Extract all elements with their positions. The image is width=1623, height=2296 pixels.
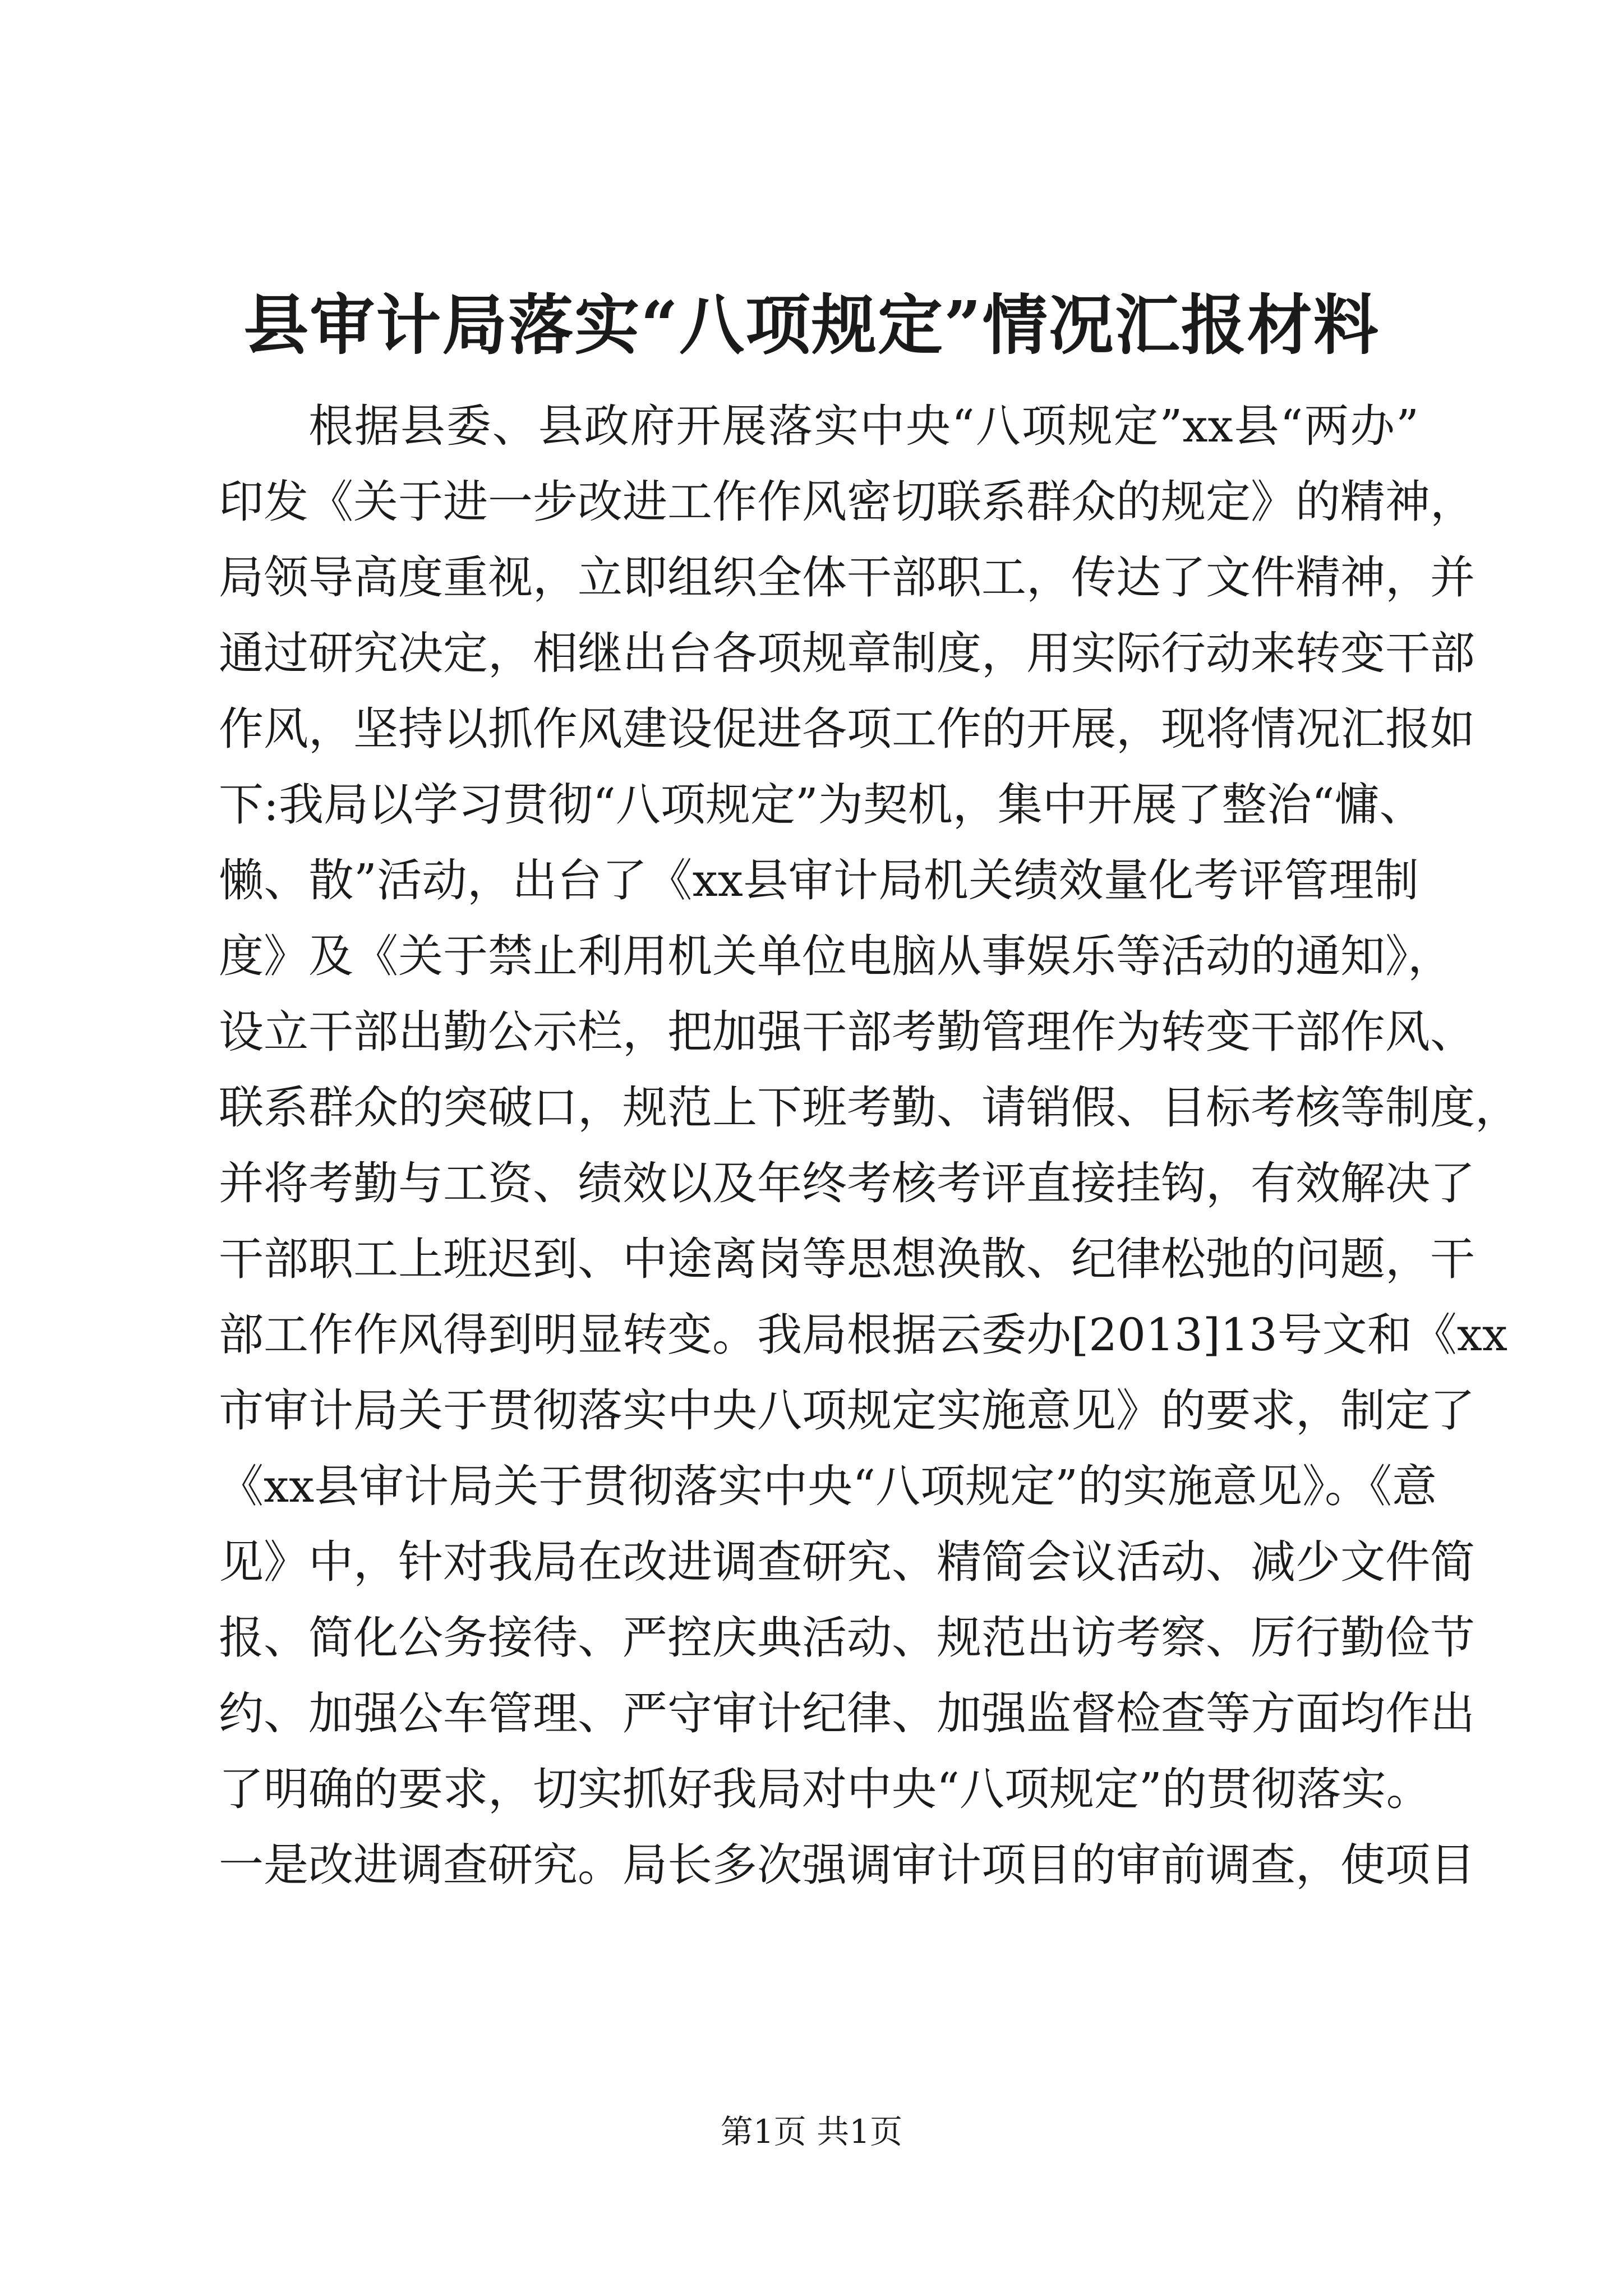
body-line: 下:我局以学习贯彻“八项规定”为契机，集中开展了整治“慵、: [219, 779, 1424, 831]
body-line: 局领导高度重视，立即组织全体干部职工，传达了文件精神，并: [219, 551, 1475, 604]
body-line: 见》中，针对我局在改进调查研究、精简会议活动、减少文件简: [219, 1536, 1475, 1588]
body-line: 懒、散”活动，出台了《xx县审计局机关绩效量化考评管理制: [219, 854, 1419, 907]
body-line: 设立干部出勤公示栏，把加强干部考勤管理作为转变干部作风、: [219, 1006, 1475, 1058]
body-line: 根据县委、县政府开展落实中央“八项规定”xx县“两办”: [308, 400, 1419, 452]
body-line: 并将考勤与工资、绩效以及年终考核考评直接挂钩，有效解决了: [219, 1157, 1475, 1209]
body-line: 度》及《关于禁止利用机关单位电脑从事娱乐等活动的通知》，: [219, 930, 1453, 982]
body-line: 一是改进调查研究。局长多次强调审计项目的审前调查，使项目: [219, 1839, 1475, 1891]
page-number: 第1页 共1页: [720, 2113, 903, 2151]
body-line: 部工作作风得到明显转变。我局根据云委办[2013]13号文和《xx: [219, 1309, 1508, 1361]
body-line: 通过研究决定，相继出台各项规章制度，用实际行动来转变干部: [219, 627, 1475, 679]
body-line: 印发《关于进一步改进工作作风密切联系群众的规定》的精神，: [219, 476, 1475, 528]
body-line: 报、简化公务接待、严控庆典活动、规范出访考察、厉行勤俭节: [219, 1612, 1475, 1664]
body-line: 了明确的要求，切实抓好我局对中央“八项规定”的贯彻落实。: [219, 1763, 1431, 1815]
body-line: 市审计局关于贯彻落实中央八项规定实施意见》的要求，制定了: [219, 1384, 1475, 1437]
body-line: 约、加强公车管理、严守审计纪律、加强监督检查等方面均作出: [219, 1687, 1475, 1740]
body-line: 干部职工上班迟到、中途离岗等思想涣散、纪律松弛的问题，干: [219, 1233, 1475, 1285]
body-line: 联系群众的突破口，规范上下班考勤、请销假、目标考核等制度，: [219, 1082, 1520, 1134]
body-line: 《xx县审计局关于贯彻落实中央“八项规定”的实施意见》。《意: [219, 1460, 1437, 1512]
body-line: 作风，坚持以抓作风建设促进各项工作的开展，现将情况汇报如: [219, 703, 1475, 755]
document-title: 县审计局落实“八项规定”情况汇报材料: [243, 287, 1380, 364]
